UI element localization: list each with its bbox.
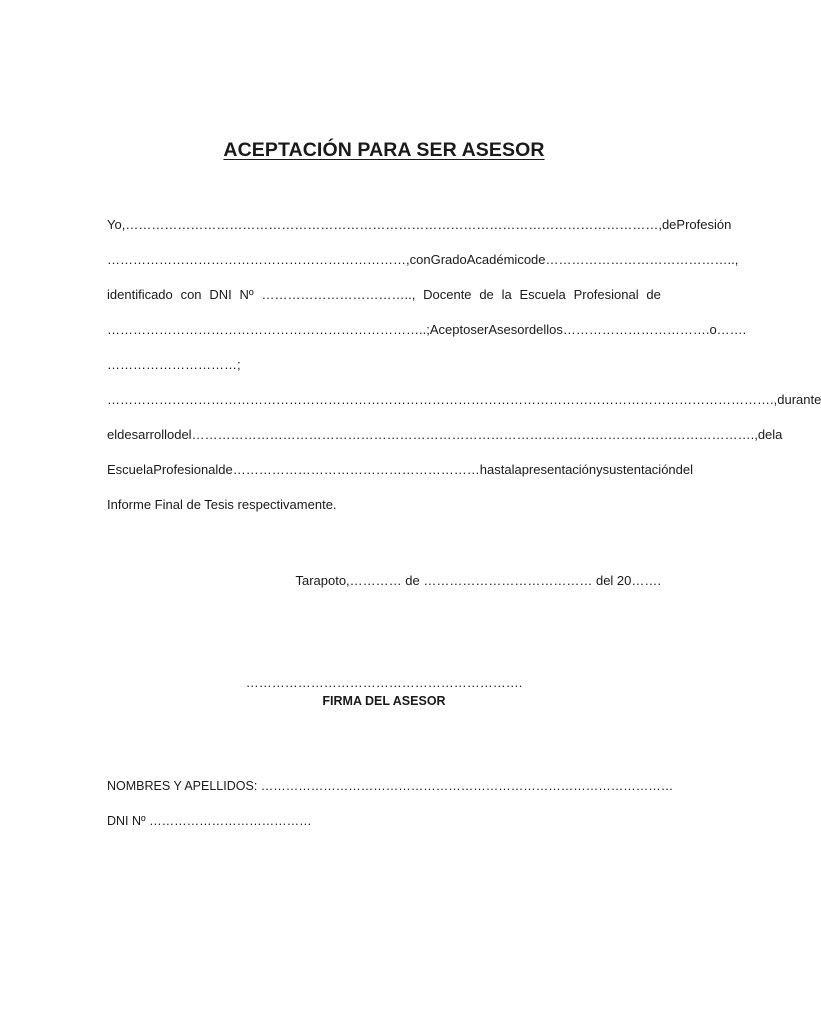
paragraph-line-8 <box>107 452 694 487</box>
word: Escuela <box>107 462 154 477</box>
word: Grado <box>430 252 467 267</box>
word: de <box>757 427 773 442</box>
paragraph-line-9 <box>107 487 661 522</box>
paragraph-line-6 <box>107 382 821 417</box>
word: Académico <box>466 252 532 267</box>
word: Nº <box>239 287 254 302</box>
word: presentación <box>521 462 597 477</box>
word: Escuela <box>519 287 566 302</box>
word: Yo, <box>107 217 126 232</box>
word: desarrollo <box>117 427 175 442</box>
paragraph-line-7 <box>107 417 783 452</box>
word: Profesional <box>153 462 219 477</box>
word: ………………………………………………………………..; <box>107 322 430 337</box>
signature-label: FIRMA DEL ASESOR <box>322 694 446 708</box>
paragraph-line-4 <box>107 312 747 347</box>
word: los…………………………….o……. <box>546 322 747 337</box>
word: …………………………….., <box>261 287 416 302</box>
document-title: ACEPTACIÓN PARA SER ASESOR <box>223 139 545 161</box>
paragraph-line-2 <box>107 242 739 277</box>
word: ………………………………………………… <box>232 462 480 477</box>
word: de <box>479 287 494 302</box>
word: el <box>107 427 118 442</box>
names-field: NOMBRES Y APELLIDOS: ……………………………………………………………………………………… <box>107 779 674 793</box>
word: la <box>511 462 522 477</box>
word: la <box>772 427 783 442</box>
word: con <box>180 287 202 302</box>
word: identificado <box>107 287 173 302</box>
word: del <box>675 462 694 477</box>
paragraph-line-3 <box>107 277 661 312</box>
word: de <box>531 252 546 267</box>
word: ……………………………………………………………, <box>107 252 410 267</box>
word: ……………………………………………………………………………………………………………, <box>125 217 662 232</box>
word: de <box>661 217 677 232</box>
word: durante <box>777 392 821 407</box>
word: la <box>501 287 512 302</box>
word: ………………………………………………………………………………………………………………………………………., <box>107 392 778 407</box>
word: ser <box>470 322 489 337</box>
word: Acepto <box>429 322 471 337</box>
date-line: Tarapoto,………… de ………………………………… del 20……. <box>295 573 661 588</box>
signature-line: ………………………………………………………. <box>245 675 523 690</box>
paragraph-line-1 <box>107 207 732 242</box>
word: de <box>646 287 661 302</box>
word: Asesor <box>488 322 529 337</box>
word: Profesional <box>573 287 639 302</box>
word: con <box>409 252 431 267</box>
word: del <box>174 427 192 442</box>
word: sustentación <box>602 462 676 477</box>
word: Informe Final de Tesis respectivamente. <box>107 497 337 512</box>
word: Profesión <box>676 217 732 232</box>
word: del <box>528 322 547 337</box>
word: …………………………; <box>107 357 241 372</box>
word: DNI <box>209 287 232 302</box>
body-paragraph <box>107 207 821 522</box>
word: Docente <box>423 287 472 302</box>
dni-field: DNI Nº ………………………………… <box>107 814 312 828</box>
word: …………………………………………………………………………………………………………………., <box>191 427 758 442</box>
word: y <box>596 462 603 477</box>
paragraph-line-5 <box>107 347 661 382</box>
word: …………………………………….., <box>545 252 739 267</box>
word: de <box>218 462 233 477</box>
word: hasta <box>479 462 512 477</box>
